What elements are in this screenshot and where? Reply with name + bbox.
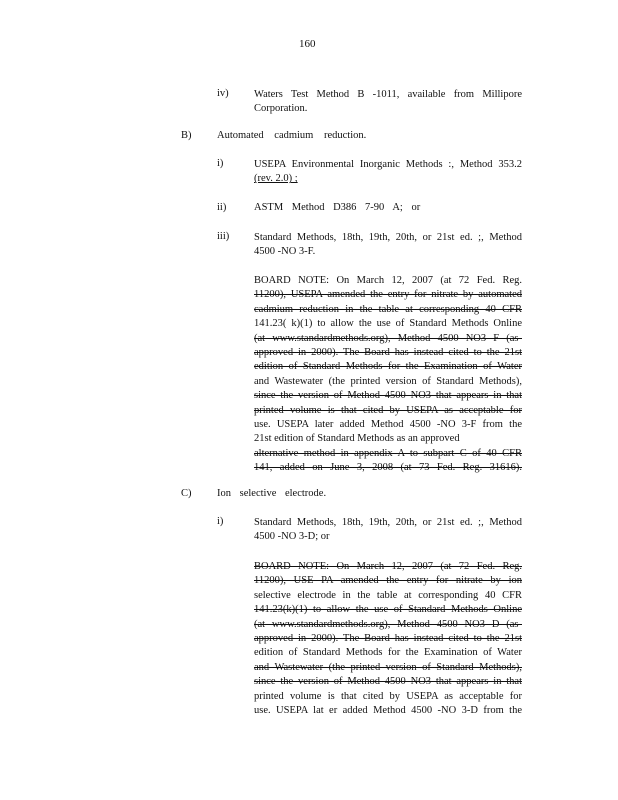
b-i-marker: i) xyxy=(217,158,224,169)
section-c-marker: C) xyxy=(181,488,192,499)
b-iii-line-2: 4500 -NO 3-F. xyxy=(254,246,316,258)
item-iv-text xyxy=(254,88,522,117)
page-number: 160 xyxy=(299,38,316,50)
c-i-marker: i) xyxy=(217,516,224,527)
b-iii-line-1: Standard Methods, 18th, 19th, 20th, or 21st ed. ;, Method xyxy=(254,232,522,243)
c-board-note xyxy=(254,560,522,718)
b-note-line: since the version of Method 4500 NO3 that appears in that xyxy=(254,390,522,402)
b-note-line: 21st edition of Standard Methods as an approved xyxy=(254,433,460,445)
c-note-line: edition of Standard Methods for the Examination of Water xyxy=(254,647,522,659)
c-note-line: since the version of Method 4500 NO3 that appears in that xyxy=(254,676,522,688)
b-ii-text: ASTM Method D386 7-90 A; or xyxy=(254,202,421,213)
b-iii-marker: iii) xyxy=(217,231,230,242)
section-b-marker: B) xyxy=(181,130,192,141)
section-c-title: Ion selective electrode. xyxy=(217,488,327,499)
b-note-line: BOARD NOTE: On March 12, 2007 (at 72 Fed. Reg. xyxy=(254,275,522,286)
c-note-line: (at www.standardmethods.org), Method 4500 NO3 D (as- xyxy=(254,618,522,630)
item-iv-line-1: Waters Test Method B -1011, available from Millipore xyxy=(254,89,522,100)
c-note-line: printed volume is that cited by USEPA as acceptable for xyxy=(254,690,522,702)
b-note-line: cadmium reduction in the table at corresponding 40 CFR xyxy=(254,303,522,315)
b-ii-marker: ii) xyxy=(217,202,227,213)
c-note-line: approved in 2000). The Board has instead cited to the 21st xyxy=(254,633,522,645)
c-note-line: 141.23(k)(1) to allow the use of Standard Methods Online xyxy=(254,604,522,616)
b-note-line: 141.23( k)(1) to allow the use of Standard Methods Online xyxy=(254,318,522,330)
b-i-line-1: USEPA Environmental Inorganic Methods :, Method 353.2 xyxy=(254,159,522,170)
b-note-line: printed volume is that cited by USEPA as acceptable for xyxy=(254,404,522,416)
b-note-line: (at www.standardmethods.org), Method 4500 NO3 F (as- xyxy=(254,332,522,344)
b-note-line: and Wastewater (the printed version of Standard Methods), xyxy=(254,375,522,387)
c-note-line: use. USEPA lat er added Method 4500 -NO 3-D from the xyxy=(254,705,522,717)
c-note-line: BOARD NOTE: On March 12, 2007 (at 72 Fed. Reg. xyxy=(254,561,522,572)
item-iv-marker: iv) xyxy=(217,88,229,99)
c-i-line-1: Standard Methods, 18th, 19th, 20th, or 21st ed. ;, Method xyxy=(254,517,522,528)
b-i-text xyxy=(254,158,522,187)
b-iii-text xyxy=(254,231,522,260)
b-board-note xyxy=(254,274,522,476)
c-i-text xyxy=(254,516,522,545)
c-i-line-2: 4500 -NO 3-D; or xyxy=(254,531,330,543)
b-note-line: approved in 2000). The Board has instead cited to the 21st xyxy=(254,347,522,359)
b-note-line: use. USEPA later added Method 4500 -NO 3-F from the xyxy=(254,419,522,431)
b-note-line: 11200), USEPA amended the entry for nitrate by automated xyxy=(254,289,522,301)
item-iv-line-2: Corporation. xyxy=(254,103,308,115)
c-note-line: selective electrode in the table at corresponding 40 CFR xyxy=(254,589,522,601)
b-note-line: alternative method in appendix A to subpart C of 40 CFR xyxy=(254,447,522,459)
b-note-line: 141, added on June 3, 2008 (at 73 Fed. Reg. 31616). xyxy=(254,462,522,474)
section-b-title: Automated cadmium reduction. xyxy=(217,130,367,141)
c-note-line: 11200), USE PA amended the entry for nitrate by ion xyxy=(254,575,522,587)
b-note-line: edition of Standard Methods for the Examination of Water xyxy=(254,361,522,373)
b-i-line-2: (rev. 2.0) ; xyxy=(254,173,298,185)
c-note-line: and Wastewater (the printed version of Standard Methods), xyxy=(254,661,522,673)
